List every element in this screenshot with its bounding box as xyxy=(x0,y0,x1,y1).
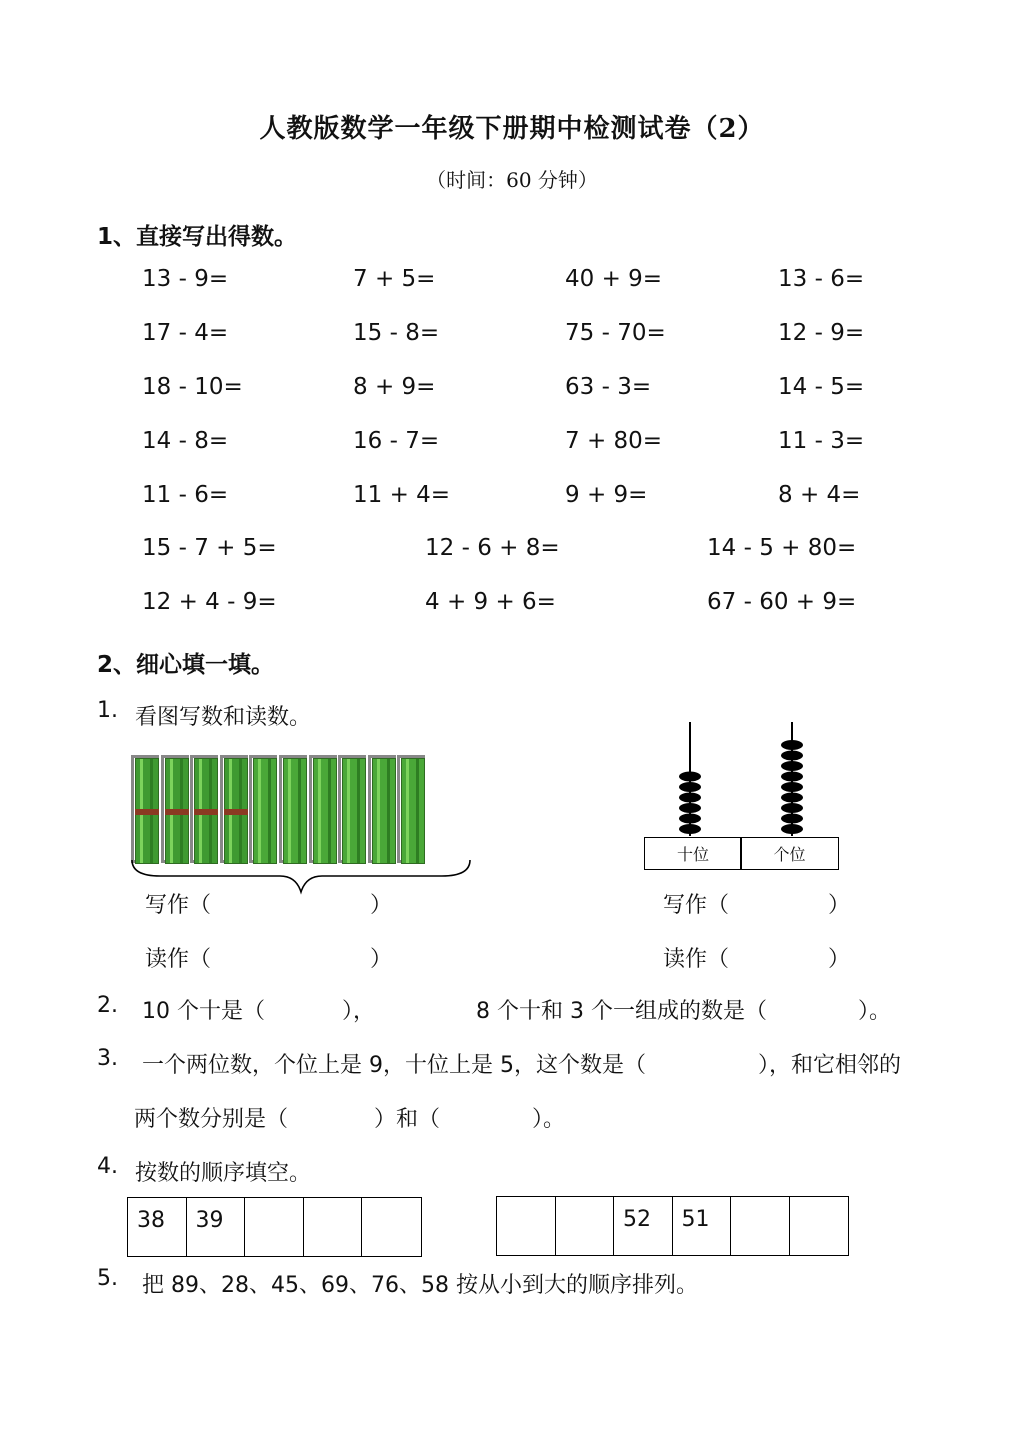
calc-item: 13 - 9= xyxy=(142,266,229,292)
stick-shape xyxy=(194,758,218,864)
sequence-cell[interactable]: 51 xyxy=(673,1197,732,1255)
question-5-number: 5. xyxy=(97,1266,118,1291)
stick-shape xyxy=(135,758,159,864)
stick-shape xyxy=(342,758,366,864)
calc-item: 11 - 3= xyxy=(778,428,865,454)
sequence-cell[interactable] xyxy=(556,1197,615,1255)
time-limit: （时间：60 分钟） xyxy=(426,168,598,192)
abacus-bead xyxy=(781,814,803,824)
sequence-boxes-right xyxy=(496,1196,849,1256)
single-stick xyxy=(397,755,425,863)
read-close-left: ） xyxy=(370,947,393,972)
stick-shape xyxy=(372,758,396,864)
abacus-bead xyxy=(781,751,803,761)
calc-item: 15 - 7 + 5= xyxy=(142,535,277,561)
abacus-bead xyxy=(781,772,803,782)
question-3-line-2-a: 两个数分别是（ xyxy=(134,1107,289,1132)
abacus-figure xyxy=(644,718,842,873)
abacus-bead xyxy=(781,761,803,771)
write-close-left: ） xyxy=(370,893,393,918)
sequence-cell[interactable]: 38 xyxy=(128,1198,187,1256)
stick-shape xyxy=(283,758,307,864)
abacus-bead xyxy=(781,740,803,750)
rubber-band xyxy=(194,809,218,815)
abacus-bead xyxy=(679,772,701,782)
sequence-cell[interactable]: 52 xyxy=(614,1197,673,1255)
abacus-bead xyxy=(781,824,803,834)
calc-item: 8 + 9= xyxy=(353,374,436,400)
read-close-right: ） xyxy=(828,947,851,972)
question-5-text: 把 89、28、45、69、76、58 按从小到大的顺序排列。 xyxy=(142,1273,698,1298)
question-3-line-2-c: ）。 xyxy=(532,1107,566,1132)
calc-item: 12 - 9= xyxy=(778,320,865,346)
question-3-line-1-a: 一个两位数，个位上是 9，十位上是 5，这个数是（ xyxy=(142,1053,646,1078)
sequence-cell[interactable] xyxy=(362,1198,421,1256)
calc-item: 15 - 8= xyxy=(353,320,440,346)
question-1-text: 看图写数和读数。 xyxy=(135,705,312,730)
section-2-heading: 2、细心填一填。 xyxy=(97,652,275,678)
abacus-bead xyxy=(781,782,803,792)
calc-item: 14 - 5 + 80= xyxy=(707,535,857,561)
question-4-text: 按数的顺序填空。 xyxy=(135,1161,312,1186)
calc-item: 4 + 9 + 6= xyxy=(425,589,556,615)
stick-shape xyxy=(253,758,277,864)
sequence-cell[interactable] xyxy=(731,1197,790,1255)
question-4-number: 4. xyxy=(97,1154,118,1179)
stick-bundle xyxy=(161,755,189,863)
sequence-cell[interactable] xyxy=(304,1198,363,1256)
stick-bundle xyxy=(190,755,218,863)
sequence-cell[interactable] xyxy=(790,1197,849,1255)
stick-shape xyxy=(224,758,248,864)
calc-item: 17 - 4= xyxy=(142,320,229,346)
abacus-rods xyxy=(644,718,842,838)
read-label-right: 读作（ xyxy=(663,947,730,972)
stick-shape xyxy=(401,758,425,864)
write-close-right: ） xyxy=(828,893,851,918)
calc-item: 8 + 4= xyxy=(778,482,861,508)
write-label-left: 写作（ xyxy=(145,893,212,918)
read-label-left: 读作（ xyxy=(145,947,212,972)
stick-bundle xyxy=(131,755,159,863)
abacus-bead xyxy=(679,803,701,813)
calc-item: 67 - 60 + 9= xyxy=(707,589,857,615)
calc-item: 13 - 6= xyxy=(778,266,865,292)
single-stick xyxy=(338,755,366,863)
calc-item: 11 - 6= xyxy=(142,482,229,508)
question-3-number: 3. xyxy=(97,1046,118,1071)
abacus-bead xyxy=(679,814,701,824)
calc-item: 7 + 80= xyxy=(565,428,663,454)
calc-item: 11 + 4= xyxy=(353,482,451,508)
stick-shape xyxy=(313,758,337,864)
ones-place-box: 个位 xyxy=(740,837,839,870)
rubber-band xyxy=(224,809,248,815)
question-2-part-2: 8 个十和 3 个一组成的数是（ xyxy=(476,999,767,1024)
calc-item: 7 + 5= xyxy=(353,266,436,292)
calc-item: 18 - 10= xyxy=(142,374,243,400)
question-2-number: 2. xyxy=(97,993,118,1018)
single-stick xyxy=(309,755,337,863)
stick-shape xyxy=(165,758,189,864)
tens-place-box: 十位 xyxy=(644,837,742,870)
question-2-part-2-close: ）。 xyxy=(858,999,892,1024)
single-stick xyxy=(368,755,396,863)
question-3-line-2-b: ）和（ xyxy=(374,1107,441,1132)
abacus-bead xyxy=(781,803,803,813)
sequence-cell[interactable] xyxy=(245,1198,304,1256)
sequence-cell[interactable]: 39 xyxy=(187,1198,246,1256)
question-2-part-1-close: ）， xyxy=(342,999,376,1024)
section-1-heading: 1、直接写出得数。 xyxy=(97,224,298,250)
abacus-bead xyxy=(679,782,701,792)
sequence-boxes-left xyxy=(127,1197,422,1257)
calc-item: 9 + 9= xyxy=(565,482,648,508)
page-title: 人教版数学一年级下册期中检测试卷（2） xyxy=(259,114,765,144)
calc-item: 12 - 6 + 8= xyxy=(425,535,560,561)
counting-sticks-figure xyxy=(131,755,427,863)
stick-bundle xyxy=(220,755,248,863)
calc-item: 75 - 70= xyxy=(565,320,666,346)
calc-item: 14 - 5= xyxy=(778,374,865,400)
write-label-right: 写作（ xyxy=(663,893,730,918)
single-stick xyxy=(249,755,277,863)
rubber-band xyxy=(135,809,159,815)
single-stick xyxy=(279,755,307,863)
abacus-bead xyxy=(781,793,803,803)
calc-item: 16 - 7= xyxy=(353,428,440,454)
abacus-bead xyxy=(679,793,701,803)
rubber-band xyxy=(165,809,189,815)
calc-item: 12 + 4 - 9= xyxy=(142,589,277,615)
calc-item: 40 + 9= xyxy=(565,266,663,292)
calc-item: 63 - 3= xyxy=(565,374,652,400)
sequence-cell[interactable] xyxy=(497,1197,556,1255)
question-1-number: 1. xyxy=(97,698,118,723)
question-3-line-1-b: ），和它相邻的 xyxy=(758,1053,902,1078)
calc-item: 14 - 8= xyxy=(142,428,229,454)
question-2-part-1: 10 个十是（ xyxy=(142,999,265,1024)
abacus-bead xyxy=(679,824,701,834)
